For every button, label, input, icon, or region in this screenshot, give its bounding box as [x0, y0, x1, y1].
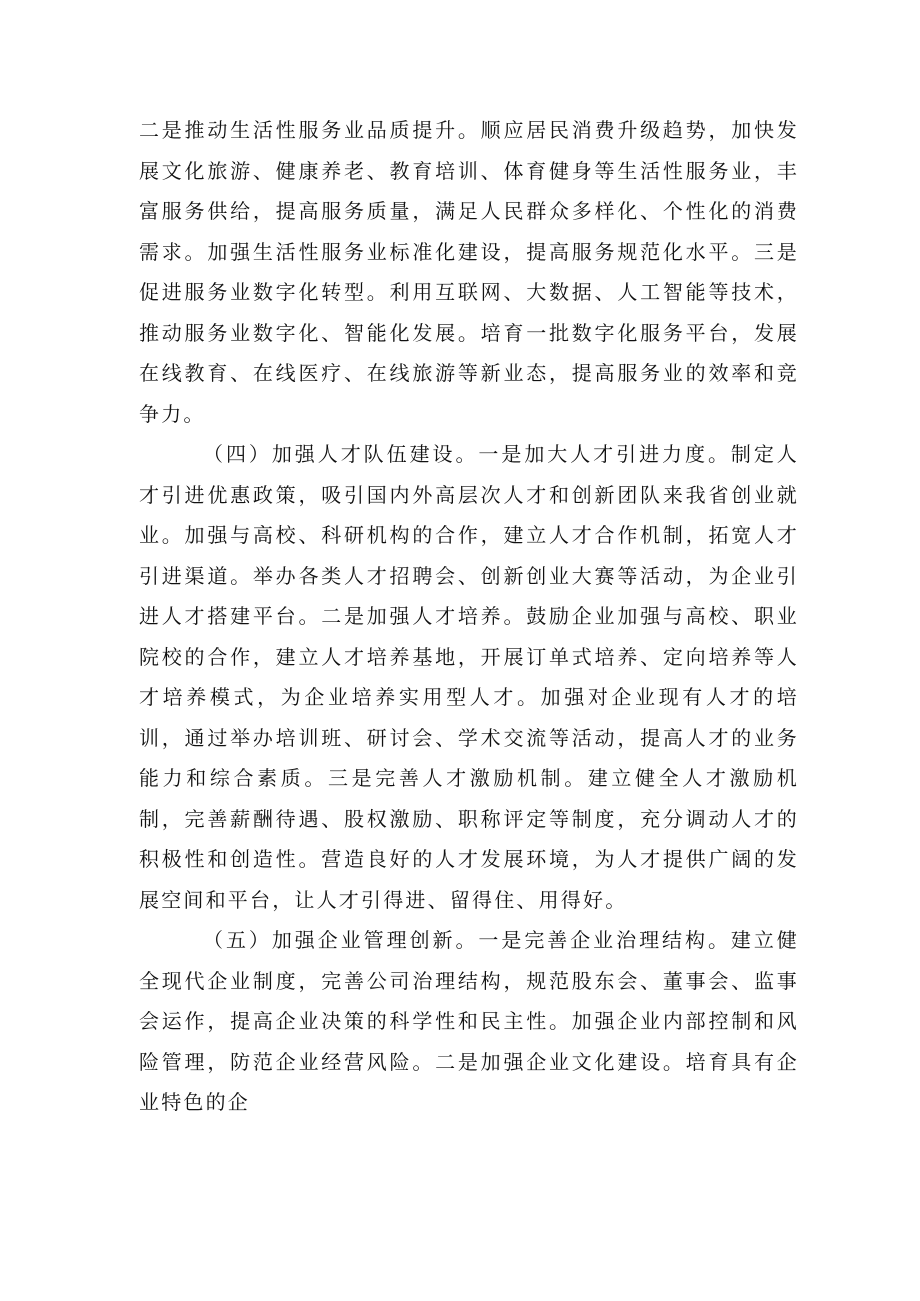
paragraph-service-industry: 二是推动生活性服务业品质提升。顺应居民消费升级趋势，加快发展文化旅游、健康养老、教育培训、体育健身等生活性服务业，丰富服务供给，提高服务质量，满足人民群众多样化、个性化的消费需求。加强生活性服务业标准化建设，提高服务规范化水平。三是促进服务业数字化转型。利用互联网、大数据、人工智能等技术，推动服务业数字化、智能化发展。培育一批数字化服务平台，发展在线教育、在线医疗、在线旅游等新业态，提高服务业的效率和竞争力。 — [139, 118, 799, 426]
paragraph-talent-team: （四）加强人才队伍建设。一是加大人才引进力度。制定人才引进优惠政策，吸引国内外高层次人才和创新团队来我省创业就业。加强与高校、科研机构的合作，建立人才合作机制，拓宽人才引进渠道。举办各类人才招聘会、创新创业大赛等活动，为企业引进人才搭建平台。二是加强人才培养。鼓励企业加强与高校、职业院校的合作，建立人才培养基地，开展订单式培养、定向培养等人才培养模式，为企业培养实用型人才。加强对企业现有人才的培训，通过举办培训班、研讨会、学术交流等活动，提高人才的业务能力和综合素质。三是完善人才激励机制。建立健全人才激励机制，完善薪酬待遇、股权激励、职称评定等制度，充分调动人才的积极性和创造性。营造良好的人才发展环境，为人才提供广阔的发展空间和平台，让人才引得进、留得住、用得好。 — [139, 442, 799, 912]
paragraph-management-innovation: （五）加强企业管理创新。一是完善企业治理结构。建立健全现代企业制度，完善公司治理结构，规范股东会、董事会、监事会运作，提高企业决策的科学性和民主性。加强企业内部控制和风险管理，防范企业经营风险。二是加强企业文化建设。培育具有企业特色的企 — [139, 928, 799, 1114]
document-body — [139, 110, 799, 1123]
